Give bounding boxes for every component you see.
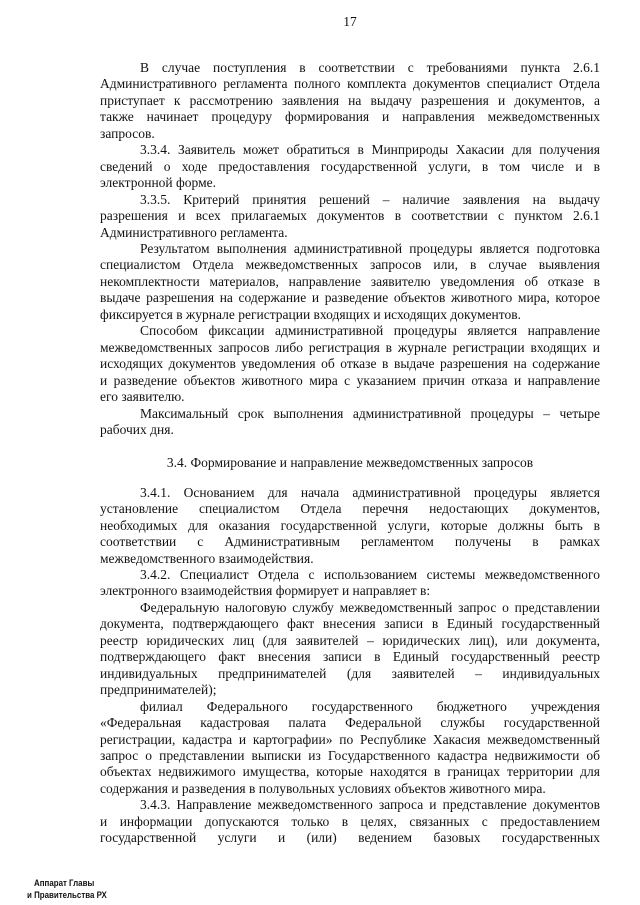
paragraph-complete-set	[100, 60, 600, 142]
text-line: государственной услуги и (или) ведением базовых государственных	[100, 830, 600, 846]
text-line: приступает к рассмотрению заявления на выдачу разрешения и документов, а	[100, 92, 600, 108]
text-line: регистрации, кадастра и картографии» по Республике Хакасия межведомственный	[100, 731, 600, 747]
office-stamp	[27, 877, 107, 901]
paragraph-3-4-2	[100, 567, 600, 600]
text-line: необходимых для оказания государственной услуги, которые должны быть в	[100, 517, 600, 533]
text-line: 3.4.2. Специалист Отдела с использованием системы межведомственного	[140, 567, 600, 583]
paragraph-3-4-1	[100, 485, 600, 567]
text-line: В случае поступления в соответствии с требованиями пункта 2.6.1	[140, 60, 600, 75]
text-line: запросов.	[100, 125, 155, 141]
text-line: «Федеральная кадастровая палата Федеральной службы государственной	[100, 715, 600, 731]
text-line: Результатом выполнения административной процедуры является подготовка	[140, 240, 600, 256]
text-line: реестр юридических лиц (для заявителей – юридических лиц), или документа,	[100, 632, 600, 648]
text-line: рабочих дня.	[100, 421, 174, 437]
text-line: Административного регламента полного комплекта документов специалист Отдела	[100, 76, 600, 92]
text-line: 3.4.1. Основанием для начала административной процедуры является	[140, 484, 600, 500]
section-heading: 3.4. Формирование и направление межведомственных запросов	[166, 454, 534, 470]
text-line: и разведение объектов животного мира с указанием причин отказа и направление	[100, 372, 600, 388]
text-line: электронного взаимодействия формирует и направляет в:	[100, 583, 431, 599]
paragraph-3-3-4	[100, 142, 600, 191]
text-line: индивидуальных предпринимателей (для заявителей – индивидуальных	[100, 665, 600, 681]
text-line: документа, подтверждающего факт внесения записи в Единый государственный	[100, 616, 600, 632]
text-line: его заявителю.	[100, 389, 185, 405]
paragraph-procedure-result	[100, 241, 600, 323]
paragraph-fixation-method	[100, 323, 600, 405]
text-line: подтверждающего факт внесения записи в Единый государственный реестр	[100, 649, 600, 665]
text-line: объектах недвижимого имущества, которые находятся в границах территории для	[100, 764, 600, 780]
text-line: и информации допускаются только в целях, связанных с предоставлением	[100, 813, 600, 829]
paragraph-max-term	[100, 406, 600, 439]
text-line: межведомственных запросов либо регистрация в журнале регистрации входящих и	[100, 339, 600, 355]
text-line: также начинает процедуру формирования и направления межведомственных	[100, 109, 600, 125]
text-line: предпринимателей);	[100, 682, 217, 698]
paragraph-cadastre-request	[100, 699, 600, 798]
text-line: Административного регламента.	[100, 224, 288, 240]
text-line: Федеральную налоговую службу межведомственный запрос о представлении	[140, 599, 600, 615]
text-line: 3.4.3. Направление межведомственного запроса и представление документов	[140, 797, 600, 813]
text-line: запрос о представлении выписки из Государственного кадастра недвижимости об	[100, 748, 600, 764]
text-line: выдаче разрешения на содержание и разведение объектов животного мира, которое	[100, 290, 600, 306]
paragraph-3-3-5	[100, 192, 600, 241]
text-line: специалистом Отдела межведомственных запросов или, в случае выявления	[100, 257, 600, 273]
text-line: электронной форме.	[100, 175, 216, 191]
text-line: некомплектности материалов, направление заявителю уведомления об отказе в	[100, 273, 600, 289]
text-line: 3.3.4. Заявитель может обратиться в Минприроды Хакасии для получения	[140, 142, 600, 158]
text-line: Максимальный срок выполнения административной процедуры – четыре	[140, 405, 600, 421]
stamp-line: и Правительства РХ	[27, 890, 107, 900]
paragraph-tax-service-request	[100, 600, 600, 699]
text-line: филиал Федерального государственного бюджетного учреждения	[140, 698, 600, 714]
text-line: 3.3.5. Критерий принятия решений – наличие заявления на выдачу	[140, 191, 600, 207]
text-line: Способом фиксации административной процедуры является направление	[140, 323, 600, 339]
text-line: содержания и разведения в полувольных условиях объектов животного мира.	[100, 780, 546, 796]
text-line: исходящих документов уведомления об отказе в выдаче разрешения на содержание	[100, 356, 600, 372]
text-line: фиксируется в журнале регистрации входящих и исходящих документов.	[100, 306, 521, 322]
text-line: сведений о ходе предоставления государственной услуги, в том числе и в	[100, 158, 600, 174]
text-line: разрешения и всех прилагаемых документов в соответствии с пунктом 2.6.1	[100, 208, 600, 224]
stamp-line: Аппарат Главы	[34, 878, 95, 888]
paragraph-3-4-3	[100, 797, 600, 846]
text-line: межведомственного взаимодействия.	[100, 550, 314, 566]
page-number: 17	[343, 14, 357, 29]
text-line: соответствии с Административным регламентом получены в рамках	[100, 534, 600, 550]
document-body	[100, 60, 600, 847]
text-line: установление специалистом Отдела перечня недостающих документов,	[100, 501, 600, 517]
